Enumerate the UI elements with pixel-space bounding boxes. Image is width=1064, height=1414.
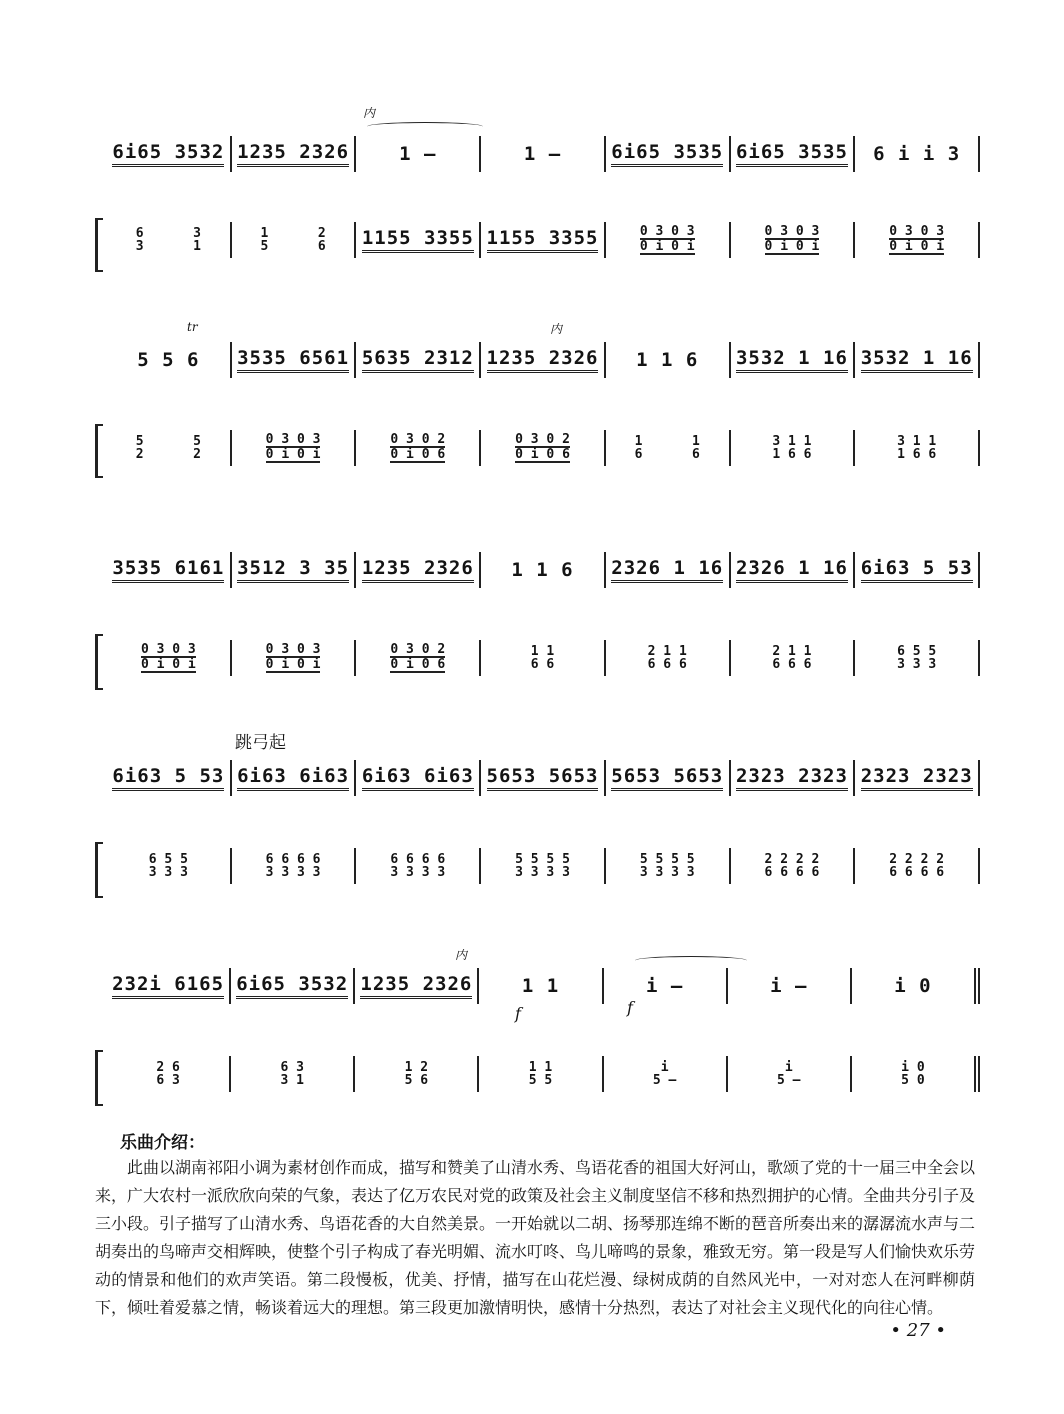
bracket — [95, 218, 103, 272]
note-group: 6i63 5 53 — [112, 765, 224, 791]
note-group: 1 1 — [521, 974, 560, 997]
measure — [107, 760, 230, 796]
chord: 0 3 0 2 0 i 0 6 — [390, 432, 446, 462]
chord: 1 2 5 6 — [404, 1060, 429, 1088]
measure — [602, 968, 726, 1004]
dynamic-mark: f — [627, 998, 633, 1017]
chord: 3 1 1 1 6 6 — [897, 434, 937, 462]
melody-staff — [107, 134, 980, 174]
measure — [354, 342, 479, 378]
bowing-mark: 内 — [550, 322, 563, 336]
measure — [853, 222, 980, 258]
chord: 0 3 0 2 0 i 0 6 — [515, 432, 570, 462]
chord: 1 1 6 6 — [530, 644, 555, 672]
measure — [604, 640, 729, 676]
measure — [604, 430, 729, 466]
note-group: 6i63 6i63 — [362, 765, 474, 791]
note-group: 3535 6161 — [112, 557, 224, 583]
chord: 5 5 5 5 3 3 3 3 — [515, 852, 570, 880]
chord: i 0 5 0 — [901, 1060, 925, 1088]
page-number: • 27 • — [890, 1320, 946, 1341]
chord: i 5 – — [777, 1060, 801, 1088]
note-group: 232i 6165 — [112, 973, 224, 999]
measure — [107, 1056, 229, 1092]
measure — [853, 430, 980, 466]
score-system-2 — [95, 320, 980, 478]
measure — [479, 552, 604, 588]
chord: 5 5 5 5 3 3 3 3 — [639, 852, 695, 880]
chord: 6 5 5 3 3 3 — [897, 644, 937, 672]
note-group: 6i63 5 53 — [861, 557, 973, 583]
note-group: 3532 1 16 — [736, 347, 848, 373]
measure — [107, 430, 230, 466]
measure — [479, 640, 604, 676]
chord: 6 5 5 3 3 3 — [148, 852, 188, 880]
measure — [850, 1056, 980, 1092]
measure — [853, 848, 980, 884]
score-system-3 — [95, 548, 980, 688]
measure — [729, 552, 854, 588]
accompaniment-staff — [107, 220, 980, 260]
note-group: 1235 2326 — [360, 973, 472, 999]
melody-staff — [107, 966, 980, 1006]
chord: 2 2 2 2 6 6 6 6 — [764, 852, 820, 880]
measure — [726, 1056, 850, 1092]
chord: 0 3 0 3 0 i 0 i — [265, 432, 321, 462]
note-group: 6i65 3532 — [236, 973, 348, 999]
note-group: 5653 5653 — [611, 765, 723, 791]
measure — [729, 342, 854, 378]
note-group: i – — [645, 974, 684, 997]
measure — [853, 136, 980, 172]
measure — [726, 968, 850, 1004]
note-group: 2326 1 16 — [736, 557, 848, 583]
chord: 1 6 — [634, 434, 643, 462]
measure — [853, 552, 980, 588]
measure — [604, 342, 729, 378]
chord: 2 6 — [317, 226, 326, 254]
measure — [729, 640, 854, 676]
score-system-5 — [95, 948, 980, 1104]
measure — [354, 430, 479, 466]
measure — [729, 222, 854, 258]
score-system-1 — [95, 106, 980, 268]
chord: i 5 – — [652, 1060, 677, 1088]
bracket — [95, 1050, 103, 1106]
melody-staff — [107, 550, 980, 590]
note-group: 5 5 6 — [137, 348, 200, 371]
measure — [354, 552, 479, 588]
melody-staff — [107, 340, 980, 380]
measure — [230, 430, 355, 466]
measure — [354, 640, 479, 676]
measure — [230, 342, 355, 378]
note-group: 6i65 3535 — [611, 141, 723, 167]
measure — [229, 1056, 353, 1092]
measure — [107, 640, 230, 676]
measure — [479, 136, 604, 172]
measure — [602, 1056, 726, 1092]
measure — [353, 968, 477, 1004]
measure — [230, 222, 355, 258]
slur — [367, 122, 483, 131]
chord: 6 3 3 1 — [280, 1060, 304, 1088]
measure — [354, 136, 479, 172]
measure — [604, 760, 729, 796]
measure — [853, 760, 980, 796]
measure — [107, 136, 230, 172]
measure — [107, 968, 229, 1004]
chord: 0 3 0 3 0 i 0 i — [265, 642, 321, 672]
measure — [230, 640, 355, 676]
measure — [230, 552, 355, 588]
measure — [230, 760, 355, 796]
measure — [604, 136, 729, 172]
measure — [729, 760, 854, 796]
chord: 2 6 6 3 — [156, 1060, 180, 1088]
note-group: 1 1 6 — [511, 558, 574, 581]
measure — [479, 848, 604, 884]
note-group: 6 i i 3 — [873, 142, 961, 165]
measure — [107, 552, 230, 588]
note-group: 5653 5653 — [487, 765, 599, 791]
accompaniment-staff — [107, 846, 980, 886]
measure — [604, 848, 729, 884]
note-group: 6i65 3532 — [112, 141, 224, 167]
chord: 2 2 2 2 6 6 6 6 — [889, 852, 945, 880]
measure — [477, 968, 601, 1004]
chord: 2 1 1 6 6 6 — [772, 644, 812, 672]
note-group: i 0 — [894, 974, 932, 997]
measure — [107, 342, 230, 378]
slur — [635, 956, 747, 965]
chord: 6 6 6 6 3 3 3 3 — [265, 852, 321, 880]
note-group: 1 – — [523, 142, 562, 165]
chord: 5 2 — [135, 434, 144, 462]
chord: 0 3 0 3 0 i 0 i — [889, 224, 945, 254]
technique-annotation: 跳弓起 — [235, 733, 286, 753]
note-group: 1155 3355 — [487, 227, 599, 253]
chord: 0 3 0 3 0 i 0 i — [140, 642, 196, 672]
chord: 1 1 5 5 — [528, 1060, 553, 1088]
note-group: 1235 2326 — [237, 141, 349, 167]
measure — [853, 342, 980, 378]
chord: 0 3 0 2 0 i 0 6 — [390, 642, 446, 672]
measure — [477, 1056, 601, 1092]
measure — [107, 848, 230, 884]
measure — [353, 1056, 477, 1092]
measure — [230, 848, 355, 884]
chord: 1 5 — [260, 226, 269, 254]
note-group: 2323 2323 — [861, 765, 973, 791]
measure — [729, 848, 854, 884]
measure — [604, 552, 729, 588]
chord: 3 1 — [193, 226, 201, 254]
chord: 3 1 1 1 6 6 — [772, 434, 812, 462]
melody-staff — [107, 758, 980, 798]
measure — [479, 430, 604, 466]
note-group: 1235 2326 — [362, 557, 474, 583]
note-group: 1235 2326 — [487, 347, 599, 373]
accompaniment-staff — [107, 428, 980, 468]
score-system-4 — [95, 756, 980, 896]
trill-mark: tr — [187, 320, 198, 334]
chord: 1 6 — [692, 434, 700, 462]
measure — [479, 342, 604, 378]
bowing-mark: 内 — [455, 948, 468, 962]
chord: 6 3 — [135, 226, 144, 254]
note-group: 3532 1 16 — [861, 347, 973, 373]
measure — [479, 760, 604, 796]
note-group: 6i63 6i63 — [237, 765, 349, 791]
note-group: 1 – — [399, 142, 437, 165]
accompaniment-staff — [107, 638, 980, 678]
measure — [604, 222, 729, 258]
measure — [850, 968, 980, 1004]
note-group: i – — [770, 974, 808, 997]
chord: 0 3 0 3 0 i 0 i — [639, 224, 695, 254]
measure — [107, 222, 230, 258]
note-group: 5635 2312 — [362, 347, 474, 373]
measure — [229, 968, 353, 1004]
note-group: 3535 6561 — [237, 347, 349, 373]
intro-title: 乐曲介绍： — [120, 1133, 205, 1153]
bracket — [95, 634, 103, 690]
measure — [853, 640, 980, 676]
note-group: 6i65 3535 — [736, 141, 848, 167]
chord: 5 2 — [193, 434, 201, 462]
bowing-mark: 内 — [363, 106, 376, 120]
measure — [354, 222, 479, 258]
bracket — [95, 424, 103, 478]
measure — [729, 430, 854, 466]
chord: 2 1 1 6 6 6 — [647, 644, 687, 672]
chord: 6 6 6 6 3 3 3 3 — [390, 852, 446, 880]
intro-paragraph: 此曲以湖南祁阳小调为素材创作而成，描写和赞美了山清水秀、鸟语花香的祖国大好河山，歌颂了党的十一届三中全会以来，广大农村一派欣欣向荣的气象，表达了亿万农民对党的政策及社会主义制度坚信不移和热烈拥护的心情。全曲共分引子及三小段。引子描写了山清水秀、鸟语花香的大自然美景。一开始就以二胡、扬琴那连绵不断的琶音所奏出来的潺潺流水声与二胡奏出的鸟啼声交相辉映，使整个引子构成了春光明媚、流水叮咚、鸟儿啼鸣的景象，雅致无穷。第一段是写人们愉快欢乐劳动的情景和他们的欢声笑语。第二段慢板，优美、抒情，描写在山花烂漫、绿树成荫的自然风光中，一对对恋人在河畔柳荫下，倾吐着爱慕之情，畅谈着远大的理想。第三段更加激情明快，感情十分热烈，表达了对社会主义现代化的向往心情。 — [95, 1158, 976, 1317]
chord: 0 3 0 3 0 i 0 i — [764, 224, 820, 254]
measure — [230, 136, 355, 172]
measure — [729, 136, 854, 172]
note-group: 3512 3 35 — [237, 557, 349, 583]
note-group: 2326 1 16 — [611, 557, 723, 583]
measure — [354, 848, 479, 884]
dynamic-mark: f — [515, 1004, 521, 1023]
measure — [479, 222, 604, 258]
note-group: 2323 2323 — [736, 765, 848, 791]
measure — [354, 760, 479, 796]
accompaniment-staff — [107, 1054, 980, 1094]
note-group: 1 1 6 — [636, 348, 699, 371]
bracket — [95, 842, 103, 898]
note-group: 1155 3355 — [362, 227, 474, 253]
